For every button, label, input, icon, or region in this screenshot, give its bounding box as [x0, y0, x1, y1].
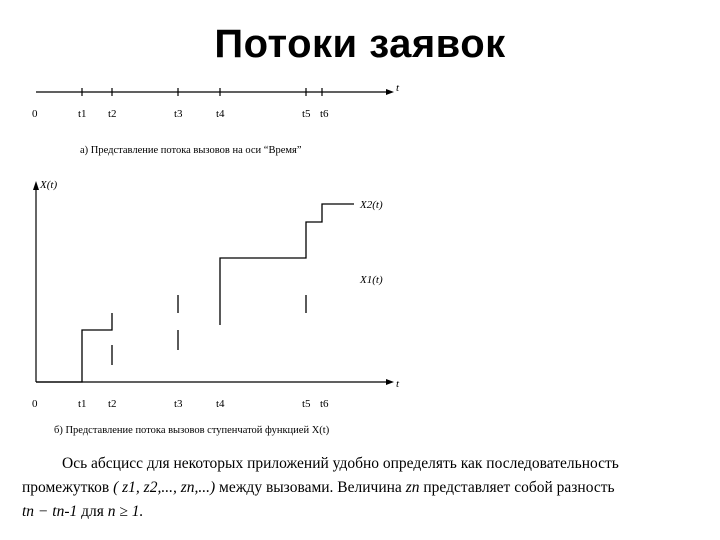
step-chart-b [32, 179, 400, 436]
tick-a-label-6: t6 [320, 108, 329, 120]
tick-a-label-5: t5 [302, 108, 311, 120]
paragraph-condition: n ≥ 1. [107, 503, 144, 520]
page-title: Потоки заявок [214, 22, 506, 66]
tick-b-label-3: t3 [174, 398, 183, 410]
tick-b-label-2: t2 [108, 398, 117, 410]
paragraph-difference: представляет собой разность [423, 479, 615, 496]
paragraph-zn-symbol: zn [405, 479, 420, 496]
paragraph-intervals-word: промежутков [22, 479, 110, 496]
tick-a-label-2: t2 [108, 108, 117, 120]
step-curve-upper [220, 204, 354, 325]
axis-b-origin: 0 [32, 398, 38, 410]
axis-a-t-label: t [396, 82, 400, 94]
time-axis-a [32, 82, 400, 156]
caption-b: б) Представление потока вызовов ступенчатой функцией X(t) [54, 425, 330, 436]
tick-a-label-1: t1 [78, 108, 87, 120]
x-axis-t-label-b: t [396, 378, 400, 390]
paragraph-line-2 [22, 476, 698, 500]
tick-a-label-4: t4 [216, 108, 225, 120]
step-curve-lower [36, 313, 112, 382]
y-axis-label-b: X(t) [40, 179, 58, 191]
tick-b-label-5: t5 [302, 398, 311, 410]
paragraph-for-word: для [81, 503, 104, 520]
paragraph-line-1: Ось абсцисс для некоторых приложений удобно определять как последовательность [62, 455, 619, 472]
y-axis-arrow-b [33, 181, 39, 190]
tick-b-label-1: t1 [78, 398, 87, 410]
description-paragraph [22, 452, 698, 524]
tick-b-label-4: t4 [216, 398, 225, 410]
paragraph-difference-formula: tn − tn-1 [22, 503, 78, 520]
axis-arrow-a [386, 89, 394, 95]
curve-label-x1: X1(t) [360, 274, 383, 286]
paragraph-line-3 [22, 500, 698, 524]
tick-b-label-6: t6 [320, 398, 329, 410]
paragraph-sequence-formula: ( z1, z2,..., zn,...) [113, 479, 216, 496]
paragraph-between-calls: между вызовами. Величина [219, 479, 402, 496]
curve-label-x2: X2(t) [360, 199, 383, 211]
axis-a-origin: 0 [32, 108, 38, 120]
x-axis-arrow-b [386, 379, 394, 385]
caption-a: а) Представление потока вызовов на оси “Время” [80, 145, 302, 156]
tick-a-label-3: t3 [174, 108, 183, 120]
